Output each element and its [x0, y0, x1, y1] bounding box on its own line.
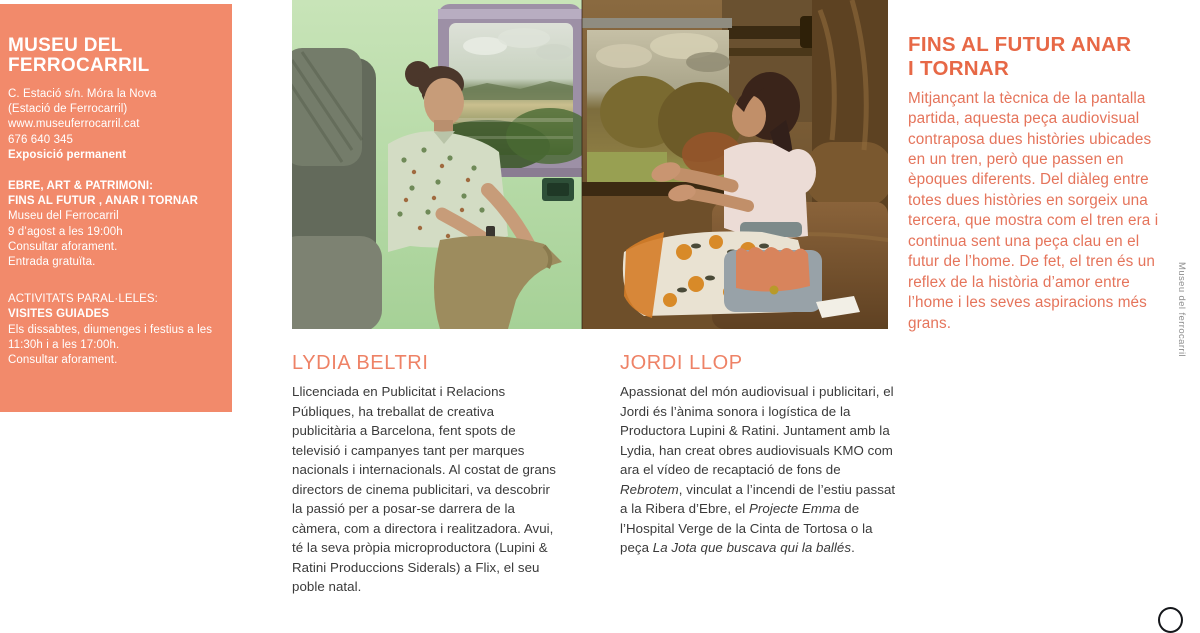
- work-title: La Jota que buscava qui la ballés: [652, 540, 852, 556]
- feature-body: Mitjançant la tècnica de la pantalla partida, aquesta peça audiovisual contraposa dues històries ubicades en un tren, però que passen en èpoques diferents. Del diàleg entre totes dues històries en sorgeix una tercera, que mostra com el tren era i continua sent una peça clau en el futur de l’home. De fet, el tren és un reflex de la història d’amor entre l’home i les seves aspiracions més grans.: [908, 89, 1159, 332]
- venue-info-panel: [0, 4, 232, 412]
- feature-title: FINS AL FUTUR ANAR I TORNAR: [908, 33, 1132, 80]
- parallel-activities-block: [8, 292, 222, 368]
- activities-label: ACTIVITATS PARAL·LELES:: [8, 293, 158, 306]
- event-venue: Museu del Ferrocarril: [8, 210, 119, 223]
- venue-address-line: C. Estació s/n. Móra la Nova: [8, 88, 157, 100]
- event-capacity-note: Consultar aforament.: [8, 240, 118, 253]
- event-series-label: EBRE, ART & PATRIMONI:: [8, 180, 154, 193]
- bio-lydia: [292, 352, 560, 597]
- venue-title: MUSEU DEL FERROCARRIL: [8, 35, 150, 76]
- tours-capacity-note: Consultar aforament.: [8, 354, 118, 367]
- venue-address-line: (Estació de Ferrocarril): [8, 103, 128, 116]
- bio-jordi-text: Apassionat del món audiovisual i publicitari, el Jordi és l’ànima sonora i logística de la Productora Lupini & Ratini. Juntament amb la Lydia, han creat obres audiovisuals KMO com ara el vídeo de recaptació de fons de Rebrotem, vinculat a l’incendi de l’estiu passat a la Ribera d’Ebre, el Projecte Emma de l’Hospital Verge de la Cinta de Tortosa o la peça La Jota que buscava qui la ballés.: [620, 384, 896, 556]
- venue-phone: 676 640 345: [8, 133, 74, 146]
- bio-lydia-name: LYDIA BELTRI: [292, 352, 429, 374]
- tours-schedule-line: 11:30h i a les 17:00h.: [8, 338, 120, 351]
- event-admission-note: Entrada gratuïta.: [8, 256, 96, 269]
- photo-right-half: [582, 0, 888, 329]
- guided-tours-label: VISITES GUIADES: [8, 308, 110, 321]
- work-title: Rebrotem: [620, 481, 679, 497]
- bio-jordi-name: JORDI LLOP: [620, 352, 743, 374]
- bio-jordi: [620, 352, 900, 558]
- tours-schedule-line: Els dissabtes, diumenges i festius a les: [8, 323, 213, 336]
- event-details-block: [8, 179, 222, 270]
- photo-left-half: [292, 0, 594, 329]
- feature-column: [908, 33, 1172, 334]
- split-screen-photo: [292, 0, 888, 329]
- photo-split-seam: [581, 0, 583, 329]
- venue-exhibition-note: Exposició permanent: [8, 148, 127, 161]
- bio-lydia-text: Llicenciada en Publicitat i Relacions Públiques, ha treballat de creativa publicitària a Barcelona, fent spots de televisió i campanyes tant per marques nacionals i internacionals. Al costat de grans directors de cinema publicitari, va descobrir la passió per a posar-se darrera de la càmera, com a directora i realitzadora. Avui, té la seva pròpia microproductora (Lupini & Ratini Produccions Siderals) a Flix, el seu poble natal.: [292, 384, 556, 595]
- venue-website: www.museuferrocarril.cat: [8, 118, 140, 131]
- work-title: Projecte Emma: [749, 501, 841, 517]
- event-datetime: 9 d’agost a les 19:00h: [8, 225, 123, 238]
- partial-circle-mark: [1158, 607, 1183, 633]
- photo-credit-vertical: Museu del ferrocarril: [1176, 262, 1187, 357]
- event-title: FINS AL FUTUR , ANAR I TORNAR: [8, 195, 199, 208]
- venue-address-block: [8, 87, 222, 163]
